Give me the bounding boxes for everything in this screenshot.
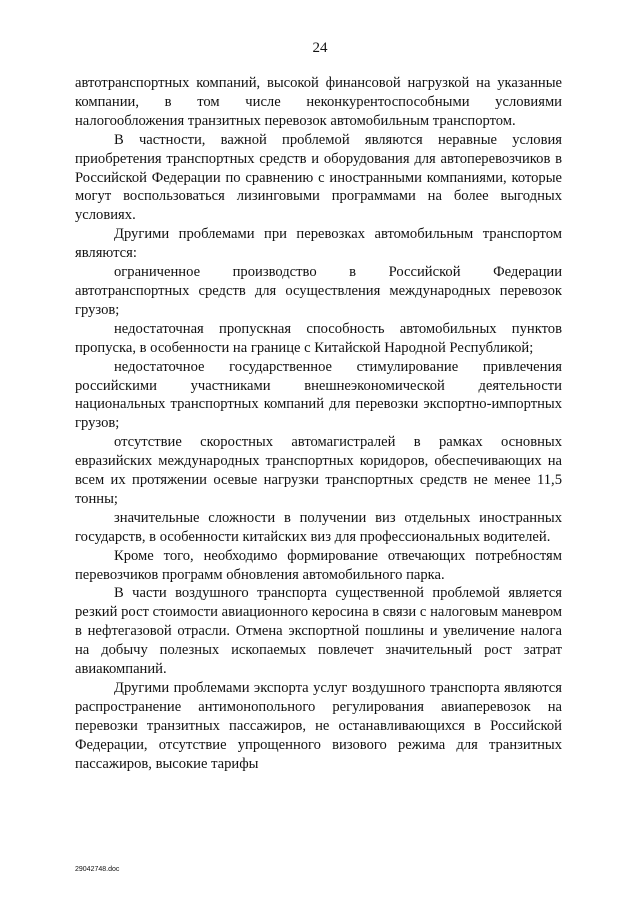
list-item-limited-production: ограниченное производство в Российской Федерации автотранспортных средств для осуществления международных перевозок грузов; bbox=[75, 264, 562, 318]
paragraph-continuation: автотранспортных компаний, высокой финансовой нагрузкой на указанные компании, в том числе неконкурентоспособными условиями налогообложения транзитных перевозок автомобильным транспортом. bbox=[75, 75, 562, 129]
list-item-visas: значительные сложности в получении виз отдельных иностранных государств, в особенности китайских виз для профессиональных водителей. bbox=[75, 509, 562, 545]
paragraph-air-export-problems: Другими проблемами экспорта услуг воздушного транспорта являются распространение антимонопольного регулирования авиаперевозок на перевозки транзитных пассажиров, не останавливающихся в Российской Федерации, отсутствие упрощенного визового режима для транзитных пассажиров, высокие тарифы bbox=[75, 680, 562, 772]
list-item-checkpoint-capacity: недостаточная пропускная способность автомобильных пунктов пропуска, в особенности на границе с Китайской Народной Республикой; bbox=[75, 320, 562, 356]
list-item-state-stimulation: недостаточное государственное стимулирование привлечения российскими участниками внешнеэкономической деятельности национальных транспортных компаний для перевозки экспортно-импортных грузов; bbox=[75, 358, 562, 432]
list-item-highways: отсутствие скоростных автомагистралей в рамках основных евразийских международных транспортных коридоров, обеспечивающих на всем их протяжении осевые нагрузки транспортных средств не менее 11,5 тонны; bbox=[75, 434, 562, 507]
file-name-footer: 29042748.doc bbox=[75, 866, 120, 873]
paragraph-equipment-conditions: В частности, важной проблемой являются неравные условия приобретения транспортных средств и оборудования для автоперевозчиков в Российской Федерации по сравнению с иностранными компаниями, которые могут воспользоваться лизинговыми программами на более выгодных условиях. bbox=[75, 131, 562, 224]
paragraph-fleet-renewal: Кроме того, необходимо формирование отвечающих потребностям перевозчиков программ обновления автомобильного парка. bbox=[75, 547, 562, 583]
paragraph-road-problems-intro: Другими проблемами при перевозках автомобильным транспортом являются: bbox=[75, 226, 562, 262]
paragraph-air-transport: В части воздушного транспорта существенной проблемой является резкий рост стоимости авиационного керосина в связи с налоговым маневром в нефтегазовой отрасли. Отмена экспортной пошлины и увеличение налога на добычу полезных ископаемых повлечет значительный рост затрат авиакомпаний. bbox=[75, 585, 562, 678]
document-body bbox=[75, 74, 562, 774]
page-number: 24 bbox=[312, 40, 328, 56]
